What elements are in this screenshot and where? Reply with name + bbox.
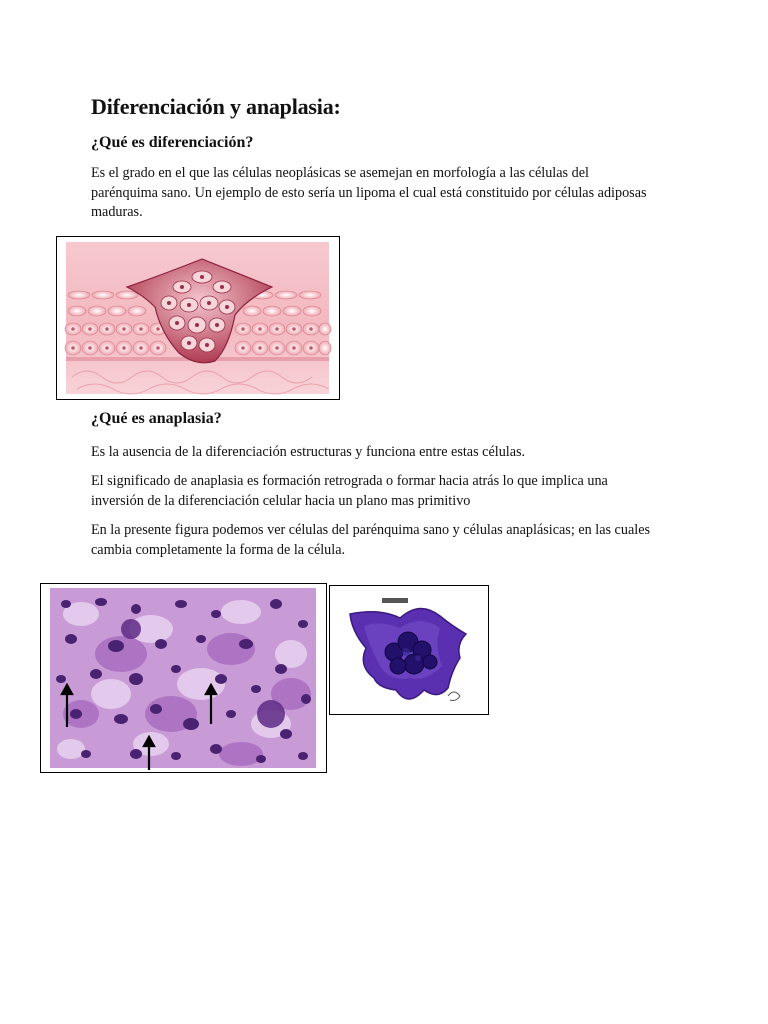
anaplastic-cell-illustration: [330, 586, 488, 714]
figure-histology: [40, 583, 327, 773]
section-heading-anaplasia: ¿Qué es anaplasia?: [91, 410, 222, 427]
paragraph-anaplasia-meaning: El significado de anaplasia es formación retrograda o formar hacia atrás lo que implica una inversión de la diferenciación celular hacia un plano mas primitivo: [91, 473, 608, 509]
figure-anaplastic-cell: [329, 585, 489, 715]
paragraph-anaplasia-definition: Es la ausencia de la diferenciación estructuras y funciona entre estas células.: [91, 444, 526, 460]
section-heading-diferenciacion: ¿Qué es diferenciación?: [91, 134, 254, 151]
paragraph-anaplasia-figure: En la presente figura podemos ver células del parénquima sano y células anaplásicas; en las cuales cambia completamente la forma de la célula.: [91, 522, 651, 558]
figure-epithelium-tumor: [56, 236, 340, 400]
epithelium-illustration: [57, 237, 339, 399]
page-title: Diferenciación y anaplasia:: [91, 94, 341, 119]
paragraph-diferenciacion: Es el grado en el que las células neoplásicas se asemejan en morfología a las células del parénquima sano. Un ejemplo de esto sería un lipoma el cual está constituido por células adiposas maduras.: [91, 165, 647, 220]
histology-micrograph: [41, 584, 326, 772]
